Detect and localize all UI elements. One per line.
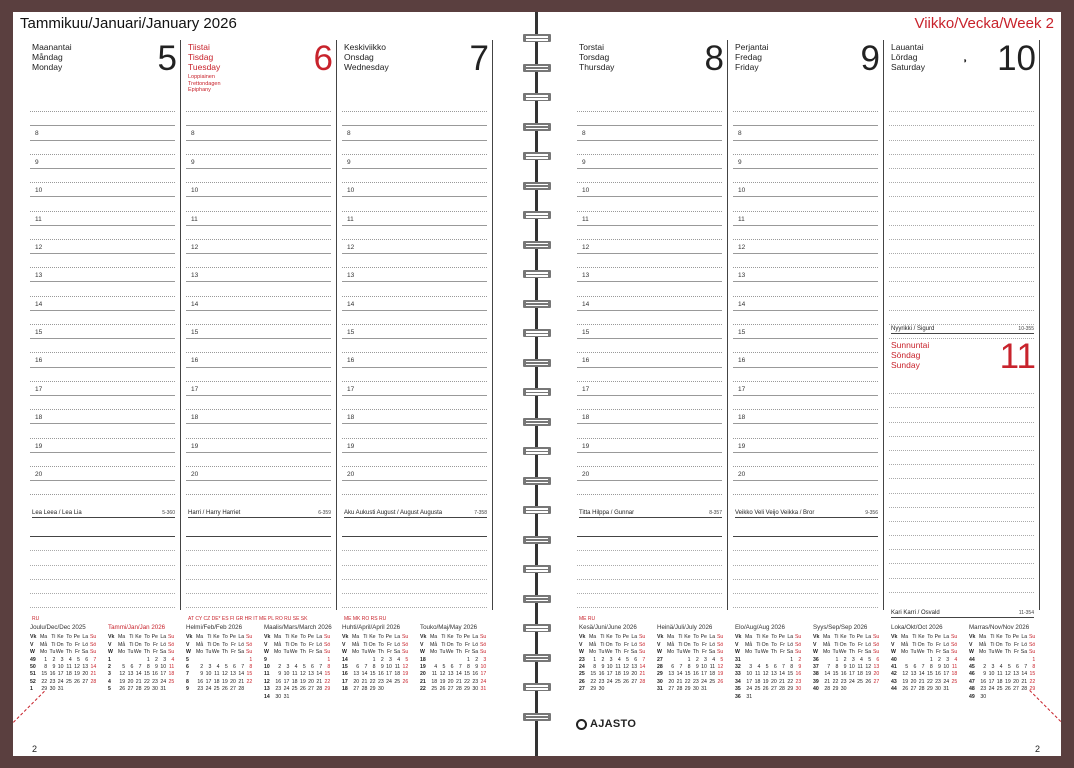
mini-calendar-title: Joulu/Dec/Dec 2025 — [30, 624, 86, 631]
day-number: 10 — [997, 39, 1036, 78]
hour-slot[interactable]: 17 — [186, 382, 331, 396]
spiral-ring — [523, 565, 551, 573]
hour-slot[interactable]: 14 — [30, 297, 175, 311]
mini-calendar-week: 49 1 2 3 4 5 6 7 — [30, 656, 97, 663]
hour-slot[interactable]: 11 — [577, 212, 722, 226]
mini-calendar-week: 20 11 12 13 14 15 16 17 — [420, 671, 487, 678]
mini-calendar-week: 18 27 28 29 30 — [342, 686, 384, 693]
mini-calendar-title: Touko/Maj/May 2026 — [420, 624, 478, 631]
day-number: 6 — [313, 39, 333, 78]
mini-calendar-header: W Mo Tu We Th Fr Sa Su — [657, 649, 724, 656]
mini-calendar-week: 50 8 9 10 11 12 13 14 — [30, 664, 97, 671]
mini-calendar-week: 5 1 — [186, 656, 253, 663]
hour-slot[interactable]: 17 — [577, 382, 722, 396]
hour-slot[interactable]: 13 — [186, 268, 331, 282]
mini-calendar-week: 41 5 6 7 8 9 10 11 — [891, 664, 958, 671]
day-name: Lauantai Lördag Saturday — [891, 42, 926, 72]
hour-slot[interactable]: 19 — [30, 439, 175, 453]
brand-logo: AJASTO — [576, 718, 636, 730]
hour-slot[interactable]: 18 — [30, 410, 175, 424]
mini-calendar-week: 42 12 13 14 15 16 17 18 — [891, 671, 958, 678]
hour-slot[interactable]: 8 — [733, 126, 878, 140]
hour-slot[interactable]: 20 — [342, 467, 487, 481]
hour-slot[interactable]: 9 — [577, 155, 722, 169]
mini-calendar-header: W Mo Tu We Th Fr Sa Su — [891, 649, 958, 656]
hour-slot[interactable]: 8 — [186, 126, 331, 140]
hour-slot[interactable]: 19 — [342, 439, 487, 453]
hour-slot[interactable]: 16 — [30, 353, 175, 367]
mini-calendar-header: W Mo Tu We Th Fr Sa Su — [264, 649, 331, 656]
mini-calendar-week: 5 26 27 28 29 30 31 — [108, 686, 167, 693]
mini-calendar-week: 21 18 19 20 21 22 23 24 — [420, 678, 487, 685]
country-codes: ME MK RO RS RU — [344, 616, 387, 622]
mini-calendar — [579, 624, 655, 694]
mini-calendar-header: Vk Ma Ti Ke To Pe La Su — [735, 634, 802, 641]
mini-calendar-header: W Mo Tu We Th Fr Sa Su — [735, 649, 802, 656]
hour-slot[interactable]: 15 — [577, 325, 722, 339]
mini-calendar-header: V Må Ti On To Fr Lö Sö — [813, 641, 880, 648]
mini-calendar-week: 40 1 2 3 4 — [891, 656, 958, 663]
hour-lines — [733, 98, 878, 495]
mini-calendar-week: 45 2 3 4 5 6 7 8 — [969, 664, 1036, 671]
hour-slot[interactable]: 14 — [342, 297, 487, 311]
mini-calendar-header: Vk Ma Ti Ke To Pe La Su — [420, 634, 487, 641]
mini-calendar-week: 3 12 13 14 15 16 17 18 — [108, 671, 175, 678]
mini-calendar-week: 16 13 14 15 16 17 18 19 — [342, 671, 409, 678]
notes-area[interactable] — [30, 523, 175, 608]
day-number: 9 — [860, 39, 880, 78]
mini-calendar-header: W Mo Tu We Th Fr Sa Su — [342, 649, 409, 656]
hour-slot[interactable]: 9 — [733, 155, 878, 169]
mini-calendar-week: 6 2 3 4 5 6 7 8 — [186, 664, 253, 671]
hour-lines — [186, 98, 331, 495]
mini-calendar-header: W Mo Tu We Th Fr Sa Su — [186, 649, 253, 656]
logo-icon — [576, 719, 587, 730]
mini-calendar-header: Vk Ma Ti Ke To Pe La Su — [657, 634, 724, 641]
mini-calendar-header: Vk Ma Ti Ke To Pe La Su — [342, 634, 409, 641]
hour-slot[interactable]: 12 — [30, 240, 175, 254]
mini-calendar-week: 33 10 11 12 13 14 15 16 — [735, 671, 802, 678]
spiral-ring — [523, 683, 551, 691]
mini-calendar-week: 18 1 2 3 — [420, 656, 487, 663]
hour-slot[interactable]: 20 — [186, 467, 331, 481]
spiral-ring — [523, 270, 551, 278]
hour-slot[interactable]: 13 — [30, 268, 175, 282]
mini-calendar-week: 24 8 9 10 11 12 13 14 — [579, 664, 646, 671]
spiral-ring — [523, 654, 551, 662]
day-column-5 — [30, 39, 181, 622]
mini-calendar-week: 23 1 2 3 4 5 6 7 — [579, 656, 646, 663]
hour-slot[interactable]: 9 — [186, 155, 331, 169]
mini-calendar-header: V Må Ti On To Fr Lö Sö — [264, 641, 331, 648]
hour-lines — [30, 98, 175, 495]
mini-calendar-week: 48 23 24 25 26 27 28 29 — [969, 686, 1036, 693]
hour-slot[interactable]: 12 — [186, 240, 331, 254]
mini-calendar-title: Loka/Okt/Oct 2026 — [891, 624, 943, 631]
mini-calendar-header: Vk Ma Ti Ke To Pe La Su — [186, 634, 253, 641]
spiral-ring — [523, 241, 551, 249]
spiral-ring — [523, 418, 551, 426]
hour-lines — [577, 98, 722, 495]
mini-calendar-week: 36 1 2 3 4 5 6 — [813, 656, 880, 663]
mini-calendar-header: V Må Ti On To Fr Lö Sö — [891, 641, 958, 648]
mini-calendar-week: 36 31 — [735, 693, 753, 700]
name-day-line: Titta Hilppa / Gunnar 8-357 — [579, 510, 722, 516]
hour-slot[interactable]: 12 — [342, 240, 487, 254]
mini-calendar-header: V Må Ti On To Fr Lö Sö — [735, 641, 802, 648]
hour-slot[interactable]: 20 — [733, 467, 878, 481]
hour-slot[interactable]: 10 — [186, 183, 331, 197]
hour-slot[interactable]: 10 — [733, 183, 878, 197]
spiral-ring — [523, 123, 551, 131]
hour-slot[interactable]: 10 — [577, 183, 722, 197]
hour-slot[interactable]: 17 — [342, 382, 487, 396]
hour-slot[interactable]: 8 — [342, 126, 487, 140]
day-column-9 — [733, 40, 884, 610]
sunday-name: Sunnuntai Söndag Sunday — [891, 340, 930, 370]
sunday-number: 11 — [999, 337, 1036, 376]
day-name: Keskiviikko Onsdag Wednesday — [344, 42, 389, 72]
week-title: Viikko/Vecka/Week 2 — [914, 15, 1054, 32]
mini-calendar-title: Huhti/April/April 2026 — [342, 624, 401, 631]
hour-slot[interactable]: 15 — [186, 325, 331, 339]
moon-phase-icon: ◑ — [962, 56, 967, 65]
mini-calendar-week: 30 20 21 22 23 24 25 26 — [657, 678, 724, 685]
mini-calendar-title: Marras/Nov/Nov 2026 — [969, 624, 1030, 631]
mini-calendar — [969, 624, 1045, 701]
mini-calendar-header: V Må Ti On To Fr Lö Sö — [108, 641, 175, 648]
hour-slot[interactable]: 11 — [186, 212, 331, 226]
holiday-label: Loppiainen Trettondagen Epiphany — [188, 74, 221, 93]
mini-calendar-header: W Mo Tu We Th Fr Sa Su — [108, 649, 175, 656]
mini-calendar-week: 29 13 14 15 16 17 18 19 — [657, 671, 724, 678]
mini-calendar-week: 43 19 20 21 22 23 24 25 — [891, 678, 958, 685]
mini-calendar-header: Vk Ma Ti Ke To Pe La Su — [108, 634, 175, 641]
mini-calendar-week: 14 1 2 3 4 5 — [342, 656, 409, 663]
spiral-ring — [523, 300, 551, 308]
mini-calendar — [108, 624, 184, 694]
hour-slot[interactable]: 19 — [733, 439, 878, 453]
page-number-left: 2 — [32, 744, 38, 754]
month-title: Tammikuu/Januari/January 2026 — [20, 15, 237, 32]
mini-calendar-header: Vk Ma Ti Ke To Pe La Su — [30, 634, 97, 641]
saturday-lines[interactable] — [889, 98, 1034, 339]
mini-calendar-week: 27 29 30 — [579, 686, 605, 693]
mini-calendar-header: V Må Ti On To Fr Lö Sö — [969, 641, 1036, 648]
mini-calendar-week: 1 29 30 31 — [30, 686, 64, 693]
mini-calendar-week: 9 23 24 25 26 27 28 — [186, 686, 245, 693]
day-number: 5 — [157, 39, 177, 78]
mini-calendar-week: 17 20 21 22 23 24 25 26 — [342, 678, 409, 685]
hour-slot[interactable]: 8 — [30, 126, 175, 140]
mini-calendar — [264, 624, 340, 701]
spiral-ring — [523, 388, 551, 396]
mini-calendar-title: Helmi/Feb/Feb 2026 — [186, 624, 243, 631]
mini-calendar-week: 31 1 2 — [735, 656, 802, 663]
hour-slot[interactable]: 19 — [186, 439, 331, 453]
spiral-ring — [523, 211, 551, 219]
mini-calendar — [186, 624, 262, 694]
hour-slot[interactable]: 14 — [733, 297, 878, 311]
mini-calendar-week: 32 3 4 5 6 7 8 9 — [735, 664, 802, 671]
hour-slot[interactable]: 14 — [577, 297, 722, 311]
mini-calendar-title: Elo/Aug/Aug 2026 — [735, 624, 785, 631]
mini-calendar-week: 14 30 31 — [264, 693, 290, 700]
day-name: Perjantai Fredag Friday — [735, 42, 769, 72]
spiral-ring — [523, 182, 551, 190]
spiral-ring — [523, 506, 551, 514]
mini-calendar-week: 13 23 24 25 26 27 28 29 — [264, 686, 331, 693]
mini-calendar — [813, 624, 889, 694]
hour-slot[interactable]: 9 — [342, 155, 487, 169]
mini-calendar-title: Syys/Sep/Sep 2026 — [813, 624, 868, 631]
notes-area[interactable] — [577, 523, 722, 608]
mini-calendar-header: Vk Ma Ti Ke To Pe La Su — [813, 634, 880, 641]
spiral-ring — [523, 329, 551, 337]
hour-slot[interactable]: 10 — [342, 183, 487, 197]
name-day-line: Lea Leea / Lea Lia 5-360 — [32, 510, 175, 516]
day-column-8 — [577, 39, 728, 622]
mini-calendar-week: 27 1 2 3 4 5 — [657, 656, 724, 663]
hour-slot[interactable]: 12 — [733, 240, 878, 254]
hour-lines — [342, 98, 487, 495]
mini-calendar — [420, 624, 496, 694]
hour-slot[interactable]: 16 — [577, 353, 722, 367]
hour-slot[interactable]: 15 — [30, 325, 175, 339]
name-day-line-sunday: Kari Karri / Osvald 11-354 — [891, 610, 1034, 616]
hour-slot[interactable]: 20 — [577, 467, 722, 481]
hour-slot[interactable]: 17 — [733, 382, 878, 396]
mini-calendar-header: W Mo Tu We Th Fr Sa Su — [969, 649, 1036, 656]
hour-slot[interactable]: 16 — [186, 353, 331, 367]
hour-slot[interactable]: 12 — [577, 240, 722, 254]
mini-calendar-header: V Må Ti On To Fr Lö Sö — [342, 641, 409, 648]
mini-calendar-header: W Mo Tu We Th Fr Sa Su — [813, 649, 880, 656]
mini-calendar-week: 46 9 10 11 12 13 14 15 — [969, 671, 1036, 678]
mini-calendar-title: Maalis/Mars/March 2026 — [264, 624, 332, 631]
mini-calendar-header: Vk Ma Ti Ke To Pe La Su — [264, 634, 331, 641]
hour-slot[interactable]: 18 — [186, 410, 331, 424]
day-name: Maanantai Måndag Monday — [32, 42, 72, 72]
mini-calendar-title: Kesä/Juni/June 2026 — [579, 624, 637, 631]
mini-calendar-week: 44 1 — [969, 656, 1036, 663]
mini-calendar-week: 2 5 6 7 8 9 10 11 — [108, 664, 175, 671]
spiral-ring — [523, 447, 551, 455]
notes-area[interactable] — [342, 523, 487, 608]
name-day-line: Nyyrikki / Sigurd 10-355 — [891, 326, 1034, 332]
mini-calendar — [30, 624, 106, 694]
mini-calendar-week: 39 21 22 23 24 25 26 27 — [813, 678, 880, 685]
mini-calendar-week: 19 4 5 6 7 8 9 10 — [420, 664, 487, 671]
hour-slot[interactable]: 17 — [30, 382, 175, 396]
hour-slot[interactable]: 18 — [342, 410, 487, 424]
mini-calendar-week: 11 9 10 11 12 13 14 15 — [264, 671, 331, 678]
hour-slot[interactable]: 15 — [733, 325, 878, 339]
hour-slot[interactable]: 8 — [577, 126, 722, 140]
mini-calendar-week: 4 19 20 21 22 23 24 25 — [108, 678, 175, 685]
hour-slot[interactable]: 13 — [733, 268, 878, 282]
hour-slot[interactable]: 18 — [577, 410, 722, 424]
day-name: Tiistai Tisdag Tuesday — [188, 42, 221, 72]
day-column-6 — [186, 39, 337, 622]
mini-calendar-week: 8 16 17 18 19 20 21 22 — [186, 678, 253, 685]
mini-calendar-week: 47 16 17 18 19 20 21 22 — [969, 678, 1036, 685]
mini-calendar-header: W Mo Tu We Th Fr Sa Su — [420, 649, 487, 656]
mini-calendar — [657, 624, 733, 694]
mini-calendar-week: 15 6 7 8 9 10 11 12 — [342, 664, 409, 671]
mini-calendar-week: 49 30 — [969, 693, 987, 700]
mini-calendar-week: 40 28 29 30 — [813, 686, 847, 693]
spiral-ring — [523, 93, 551, 101]
mini-calendar-header: W Mo Tu We Th Fr Sa Su — [579, 649, 646, 656]
day-column-7 — [342, 39, 493, 622]
mini-calendar — [735, 624, 811, 701]
hour-slot[interactable]: 10 — [30, 183, 175, 197]
hour-slot[interactable]: 13 — [577, 268, 722, 282]
mini-calendar-week: 31 27 28 29 30 31 — [657, 686, 707, 693]
mini-calendar-title: Tammi/Jan/Jan 2026 — [108, 624, 166, 631]
mini-calendar — [891, 624, 967, 694]
sunday-lines[interactable] — [889, 380, 1034, 593]
hour-slot[interactable]: 19 — [577, 439, 722, 453]
day-name: Torstai Torsdag Thursday — [579, 42, 615, 72]
hour-slot[interactable]: 16 — [342, 353, 487, 367]
name-day-line: Veikko Veli Veijo Veikka / Bror 9-356 — [735, 510, 878, 516]
spiral-ring — [523, 359, 551, 367]
mini-calendar-header: Vk Ma Ti Ke To Pe La Su — [969, 634, 1036, 641]
mini-calendar-week: 51 15 16 17 18 19 20 21 — [30, 671, 97, 678]
mini-calendar-week: 37 7 8 9 10 11 12 13 — [813, 664, 880, 671]
mini-calendar-week: 12 16 17 18 19 20 21 22 — [264, 678, 331, 685]
mini-calendar-week: 28 6 7 8 9 10 11 12 — [657, 664, 724, 671]
notes-area[interactable] — [186, 523, 331, 608]
mini-calendar-header: V Må Ti On To Fr Lö Sö — [579, 641, 646, 648]
country-codes: ME RU — [579, 616, 596, 622]
mini-calendar-header: V Må Ti On To Fr Lö Sö — [30, 641, 97, 648]
hour-slot[interactable]: 14 — [186, 297, 331, 311]
mini-calendar-week: 35 24 25 26 27 28 29 30 — [735, 686, 802, 693]
hour-slot[interactable]: 13 — [342, 268, 487, 282]
spiral-ring — [523, 64, 551, 72]
spiral-ring — [523, 536, 551, 544]
hour-slot[interactable]: 18 — [733, 410, 878, 424]
country-codes: RU — [32, 616, 40, 622]
mini-calendar-week: 38 14 15 16 17 18 19 20 — [813, 671, 880, 678]
spiral-ring — [523, 152, 551, 160]
hour-slot[interactable]: 20 — [30, 467, 175, 481]
mini-calendar-title: Heinä/Juli/July 2026 — [657, 624, 713, 631]
mini-calendar-week: 10 2 3 4 5 6 7 8 — [264, 664, 331, 671]
mini-calendar-week: 9 1 — [264, 656, 331, 663]
mini-calendar-week: 1 1 2 3 4 — [108, 656, 175, 663]
mini-calendar — [342, 624, 418, 694]
hour-slot[interactable]: 15 — [342, 325, 487, 339]
spiral-ring — [523, 624, 551, 632]
mini-calendar-week: 26 22 23 24 25 26 27 28 — [579, 678, 646, 685]
mini-calendar-week: 44 26 27 28 29 30 31 — [891, 686, 950, 693]
mini-calendar-header: W Mo Tu We Th Fr Sa Su — [30, 649, 97, 656]
day-number: 8 — [704, 39, 724, 78]
hour-slot[interactable]: 11 — [30, 212, 175, 226]
spiral-ring — [523, 595, 551, 603]
mini-calendar-week: 34 17 18 19 20 21 22 23 — [735, 678, 802, 685]
name-day-line: Aku Aukusti August / August Augusta 7-358 — [344, 510, 487, 516]
mini-calendar-header: V Må Ti On To Fr Lö Sö — [657, 641, 724, 648]
day-column-10 — [889, 39, 1040, 616]
mini-calendar-week: 22 25 26 27 28 29 30 31 — [420, 686, 487, 693]
notes-area[interactable] — [733, 523, 878, 608]
mini-calendar-week: 7 9 10 11 12 13 14 15 — [186, 671, 253, 678]
spiral-binding — [522, 12, 552, 756]
mini-calendar-week: 25 15 16 17 18 19 20 21 — [579, 671, 646, 678]
mini-calendar-header: Vk Ma Ti Ke To Pe La Su — [891, 634, 958, 641]
hour-slot[interactable]: 11 — [733, 212, 878, 226]
spiral-ring — [523, 477, 551, 485]
hour-slot[interactable]: 9 — [30, 155, 175, 169]
mini-calendar-header: V Må Ti On To Fr Lö Sö — [186, 641, 253, 648]
day-number: 7 — [469, 39, 489, 78]
hour-slot[interactable]: 11 — [342, 212, 487, 226]
spiral-ring — [523, 713, 551, 721]
mini-calendar-header: V Må Ti On To Fr Lö Sö — [420, 641, 487, 648]
page-number-right: 2 — [1034, 744, 1040, 754]
mini-calendar-week: 52 22 23 24 25 26 27 28 — [30, 678, 97, 685]
mini-calendar-header: Vk Ma Ti Ke To Pe La Su — [579, 634, 646, 641]
spiral-ring — [523, 34, 551, 42]
name-day-line: Harri / Harry Harriet 6-359 — [188, 510, 331, 516]
country-codes: AT CY CZ DE* ES FI GR HR IT ME PL RO RU SE SK — [188, 616, 308, 622]
hour-slot[interactable]: 16 — [733, 353, 878, 367]
